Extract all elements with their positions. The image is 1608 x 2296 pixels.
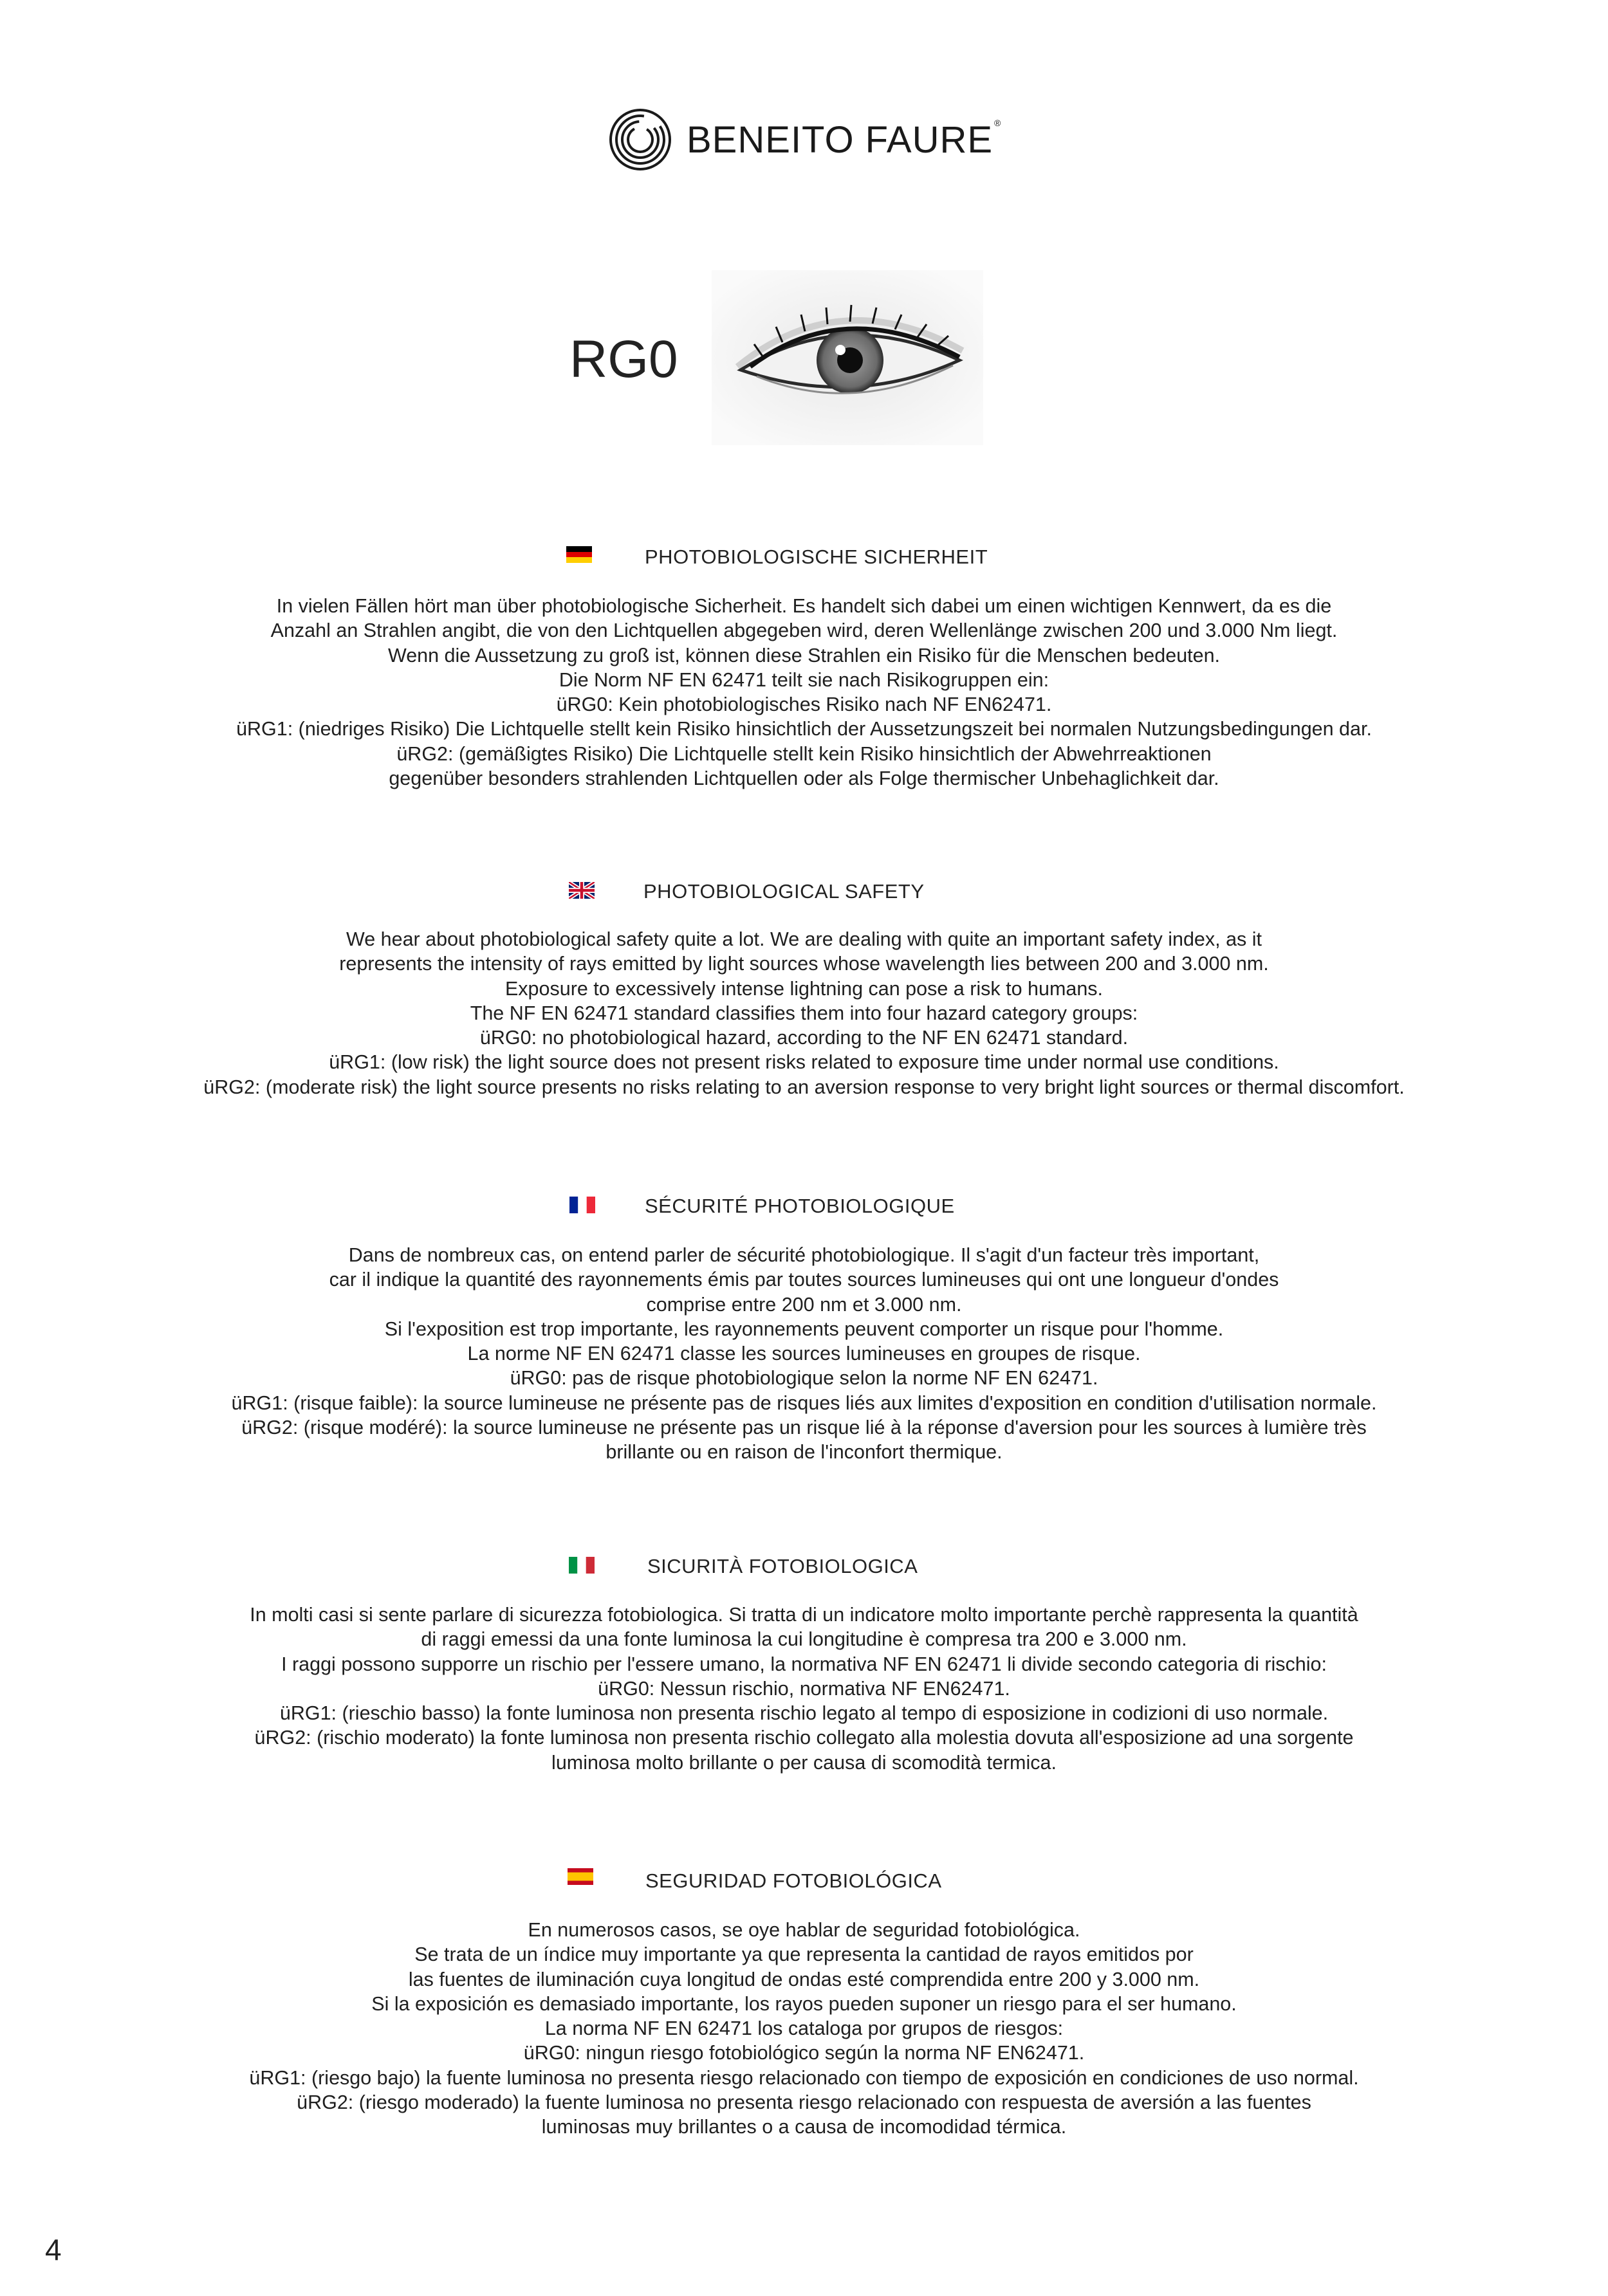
body-line: üRG1: (risque faible): la source lumineuse ne présente pas de risques liés aux limites d'exposition en condition d'utilisation normale. [231,1391,1377,1414]
section-title: PHOTOBIOLOGICAL SAFETY [643,880,925,903]
section-body [64,1603,1544,1775]
body-line: üRG0: Kein photobiologisches Risiko nach NF EN62471. [556,693,1052,716]
product-title: RG0 [569,330,678,389]
body-line: üRG1: (niedriges Risiko) Die Lichtquelle stellt kein Risiko hinsichtlich der Aussetzungszeit bei normalen Nutzungsbedingungen dar. [236,718,1372,740]
body-line: We hear about photobiological safety quite a lot. We are dealing with quite an important safety index, as it [346,928,1262,950]
body-line: üRG0: ningun riesgo fotobiológico según la norma NF EN62471. [523,2042,1085,2064]
body-line: luminosas muy brillantes o a causa de incomodidad térmica. [541,2116,1067,2138]
spain-flag-icon [568,1868,593,1885]
body-line: Wenn die Aussetzung zu groß ist, können diese Strahlen ein Risiko für die Menschen bedeuten. [387,644,1221,666]
body-line: In molti casi si sente parlare di sicurezza fotobiologica. Si tratta di un indicatore molto importante perchè rappresenta la quantità [250,1604,1358,1626]
body-line: car il indique la quantité des rayonnements émis par toutes sources lumineuses qui ont une longueur d'ondes [329,1269,1279,1291]
section-body [64,1918,1544,2140]
body-line: üRG1: (rieschio basso) la fonte luminosa non presenta rischio legato al tempo di esposizione in codizioni di uso normale. [279,1702,1329,1725]
brand-logo [608,104,1007,175]
body-line: üRG2: (riesgo moderado) la fuente luminosa no presenta riesgo relacionado con respuesta de aversión a las fuentes [297,2091,1311,2114]
body-line: luminosa molto brillante o per causa di scomodità termica. [551,1751,1057,1774]
section-title: SÉCURITÉ PHOTOBIOLOGIQUE [645,1195,955,1217]
section-body [64,1243,1544,1465]
section-title: SICURITÀ FOTOBIOLOGICA [647,1555,918,1577]
body-line: I raggi possono supporre un rischio per l'essere umano, la normativa NF EN 62471 li divide secondo categoria di rischio: [281,1653,1327,1675]
germany-flag-icon [566,546,592,563]
section-title: PHOTOBIOLOGISCHE SICHERHEIT [645,546,988,568]
body-line: The NF EN 62471 standard classifies them into four hazard category groups: [470,1002,1138,1024]
concentric-rings-logo-icon [608,107,672,172]
body-line: üRG2: (moderate risk) the light source presents no risks relating to an aversion response to very bright light sources or thermal discomfort. [203,1076,1405,1098]
registered-mark: ® [994,118,1001,128]
page-number: 4 [45,2233,62,2266]
body-line: comprise entre 200 nm et 3.000 nm. [646,1293,962,1316]
body-line: üRG0: pas de risque photobiologique selon la norme NF EN 62471. [510,1367,1098,1390]
section-title: SEGURIDAD FOTOBIOLÓGICA [645,1869,942,1892]
body-line: Anzahl an Strahlen angibt, die von den Lichtquellen abgegeben wird, deren Wellenlänge zwischen 200 und 3.000 Nm liegt. [270,620,1338,642]
eye-photo-icon [712,270,983,445]
body-line: Si l'exposition est trop importante, les rayonnements peuvent comporter un risque pour l'homme. [384,1318,1224,1340]
body-line: gegenüber besonders strahlenden Lichtquellen oder als Folge thermischer Unbehaglichkeit dar. [389,767,1219,790]
body-line: üRG0: Nessun rischio, normativa NF EN62471. [598,1677,1010,1700]
france-flag-icon [569,1197,595,1213]
body-line: La norma NF EN 62471 los cataloga por grupos de riesgos: [544,2017,1064,2040]
body-line: Die Norm NF EN 62471 teilt sie nach Risikogruppen ein: [559,668,1049,691]
body-line: üRG2: (risque modéré): la source lumineuse ne présente pas un risque lié à la réponse d'aversion pour les sources à lumière très [241,1417,1367,1439]
uk-flag-icon [569,882,595,899]
body-line: üRG1: (low risk) the light source does not present risks related to exposure time under normal use conditions. [329,1051,1279,1074]
body-line: represents the intensity of rays emitted by light sources whose wavelength lies between 200 and 3.000 nm. [339,953,1269,975]
body-line: di raggi emessi da una fonte luminosa la cui longitudine è compresa tra 200 e 3.000 nm. [421,1628,1187,1651]
section-body [64,594,1544,791]
body-line: In vielen Fällen hört man über photobiologische Sicherheit. Es handelt sich dabei um einen wichtigen Kennwert, da es die [276,595,1332,617]
body-line: Dans de nombreux cas, on entend parler de sécurité photobiologique. Il s'agit d'un facteur très important, [348,1244,1260,1266]
body-line: üRG0: no photobiological hazard, according to the NF EN 62471 standard. [479,1027,1129,1049]
body-line: las fuentes de iluminación cuya longitud de ondas esté comprendida entre 200 y 3.000 nm. [408,1968,1200,1990]
body-line: üRG2: (rischio moderato) la fonte luminosa non presenta rischio collegato alla molestia dovuta all'esposizione ad una sorgente [254,1727,1354,1749]
body-line: üRG2: (gemäßigtes Risiko) Die Lichtquelle stellt kein Risiko hinsichtlich der Abwehrreaktionen [396,742,1212,765]
body-line: La norme NF EN 62471 classe les sources lumineuses en groupes de risque. [467,1343,1141,1365]
body-line: brillante ou en raison de l'inconfort thermique. [605,1441,1003,1464]
brand-name: BENEITO FAURE [687,118,993,161]
body-line: En numerosos casos, se oye hablar de seguridad fotobiológica. [528,1919,1080,1941]
body-line: Exposure to excessively intense lightning can pose a risk to humans. [504,977,1104,1000]
body-line: Si la exposición es demasiado importante, los rayos pueden suponer un riesgo para el ser humano. [371,1992,1237,2015]
section-body [64,927,1544,1099]
italy-flag-icon [569,1557,595,1574]
body-line: üRG1: (riesgo bajo) la fuente luminosa no presenta riesgo relacionado con tiempo de exposición en condiciones de uso normal. [249,2066,1359,2089]
body-line: Se trata de un índice muy importante ya que representa la cantidad de rayos emitidos por [414,1943,1194,1966]
